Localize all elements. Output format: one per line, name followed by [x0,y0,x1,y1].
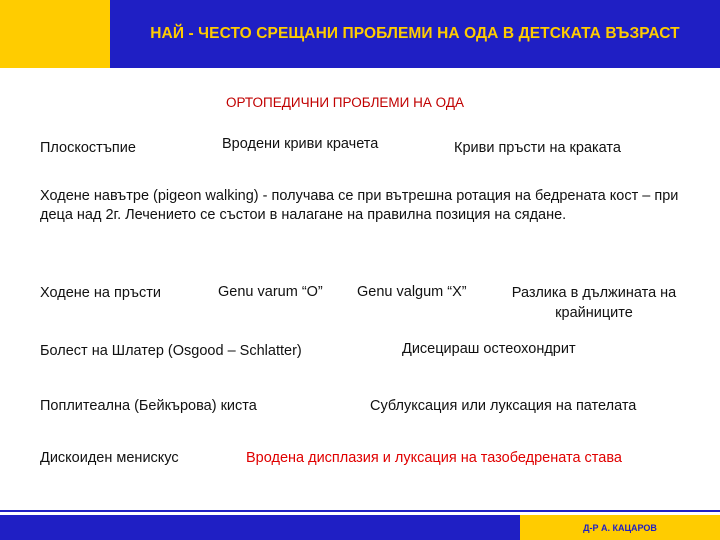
item-flat-feet: Плоскостъпие [40,140,136,156]
item-limb-length: Разлика в дължината на крайниците [511,285,677,321]
item-genu-varum: Genu varum “O” [218,284,323,300]
item-hip-dysplasia: Вродена дисплазия и луксация на тазобедрената става [246,450,622,466]
item-genu-valgum: Genu valgum “X” [357,284,467,300]
item-schlatter: Болест на Шлатер (Osgood – Schlatter) [40,343,302,359]
item-toe-walking: Ходене на пръсти [40,285,161,301]
item-crooked-toes: Криви пръсти на краката [454,140,621,156]
item-congenital-crooked-legs: Вродени криви крачета [222,136,379,152]
footer-divider [0,510,720,512]
item-baker-cyst: Поплитеална (Бейкърова) киста [40,398,257,414]
header-accent-block [0,0,110,68]
item-pigeon-walking: Ходене навътре (pigeon walking) - получава се при вътрешна ротация на бедрената кост – при деца над 2г. Лечението се състои в налагане на правилна позиция на сядане. [40,188,679,223]
footer-bar [0,515,520,540]
page-title: НАЙ - ЧЕСТО СРЕЩАНИ ПРОБЛЕМИ НА ОДА В ДЕТСКАТА ВЪЗРАСТ [150,25,680,42]
item-patella: Сублуксация или луксация на пателата [370,398,637,414]
item-discoid-meniscus: Дискоиден менискус [40,450,179,466]
footer-author: Д-Р А. КАЦАРОВ [583,522,657,533]
item-osteochondritis: Дисецираш остеохондрит [402,341,576,357]
section-subtitle: ОРТОПЕДИЧНИ ПРОБЛЕМИ НА ОДА [226,95,464,110]
